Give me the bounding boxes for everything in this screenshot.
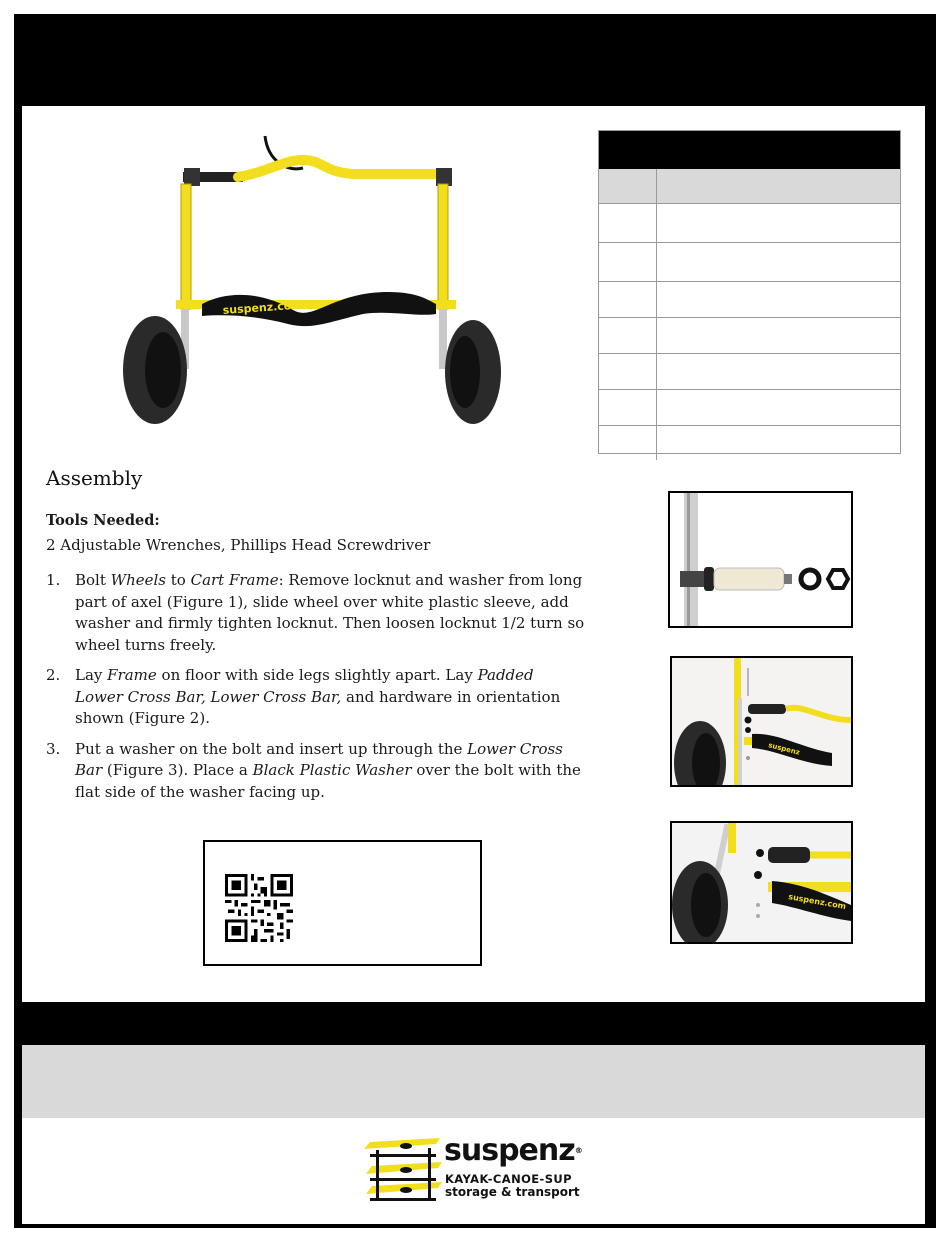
parts-table-header (599, 131, 900, 169)
table-row (599, 318, 900, 354)
brand-tagline-2: storage & transport (445, 1185, 580, 1199)
figure-2-print-text: suspenz (767, 741, 801, 757)
table-row (599, 282, 900, 318)
table-row (599, 390, 900, 426)
table-row (599, 426, 900, 460)
section-heading: Assembly (46, 466, 143, 490)
tools-needed-value: 2 Adjustable Wrenches, Phillips Head Screwdriver (46, 536, 431, 554)
cart-print-text: suspenz.com (222, 298, 304, 317)
list-item (46, 570, 586, 656)
tools-needed-label: Tools Needed: (46, 512, 160, 529)
figure-3-image (670, 821, 853, 944)
step-number: 2. (46, 666, 61, 684)
brand-name: suspenz® (444, 1133, 582, 1168)
qr-code-icon[interactable] (225, 874, 293, 942)
list-item (46, 739, 586, 804)
table-row (599, 243, 900, 282)
list-item (46, 665, 586, 730)
footer-gray-band (22, 1045, 925, 1118)
step-number: 3. (46, 739, 61, 758)
step-text: Put a washer on the bolt and insert up through the Lower Cross Bar (Figure 3). Place a Black Plastic Washer over the bolt with the flat side of the washer facing up. (75, 739, 581, 801)
table-row (599, 354, 900, 390)
cart-product-image (118, 132, 508, 432)
figure-2-image (670, 656, 853, 787)
parts-table-column-header (599, 169, 900, 204)
qr-code-box (203, 840, 482, 966)
step-text: Bolt Wheels to Cart Frame: Remove locknut and washer from long part of axel (Figure 1), slide wheel over white plastic sleeve, add washer and firmly tighten locknut. Then loosen locknut 1/2 turn so wheel turns freely. (75, 571, 585, 654)
brand-tagline-1: KAYAK-CANOE-SUP (445, 1172, 572, 1186)
parts-table (598, 130, 901, 454)
step-text: Lay Frame on floor with side legs slightly apart. Lay Padded Lower Cross Bar, Lower Cross Bar, and hardware in orientation shown (Figure 2). (75, 666, 561, 727)
table-row (599, 204, 900, 243)
assembly-steps (46, 570, 586, 812)
step-number: 1. (46, 571, 61, 589)
figure-1-image (668, 491, 853, 628)
figure-3-print-text: suspenz.com (787, 892, 847, 912)
